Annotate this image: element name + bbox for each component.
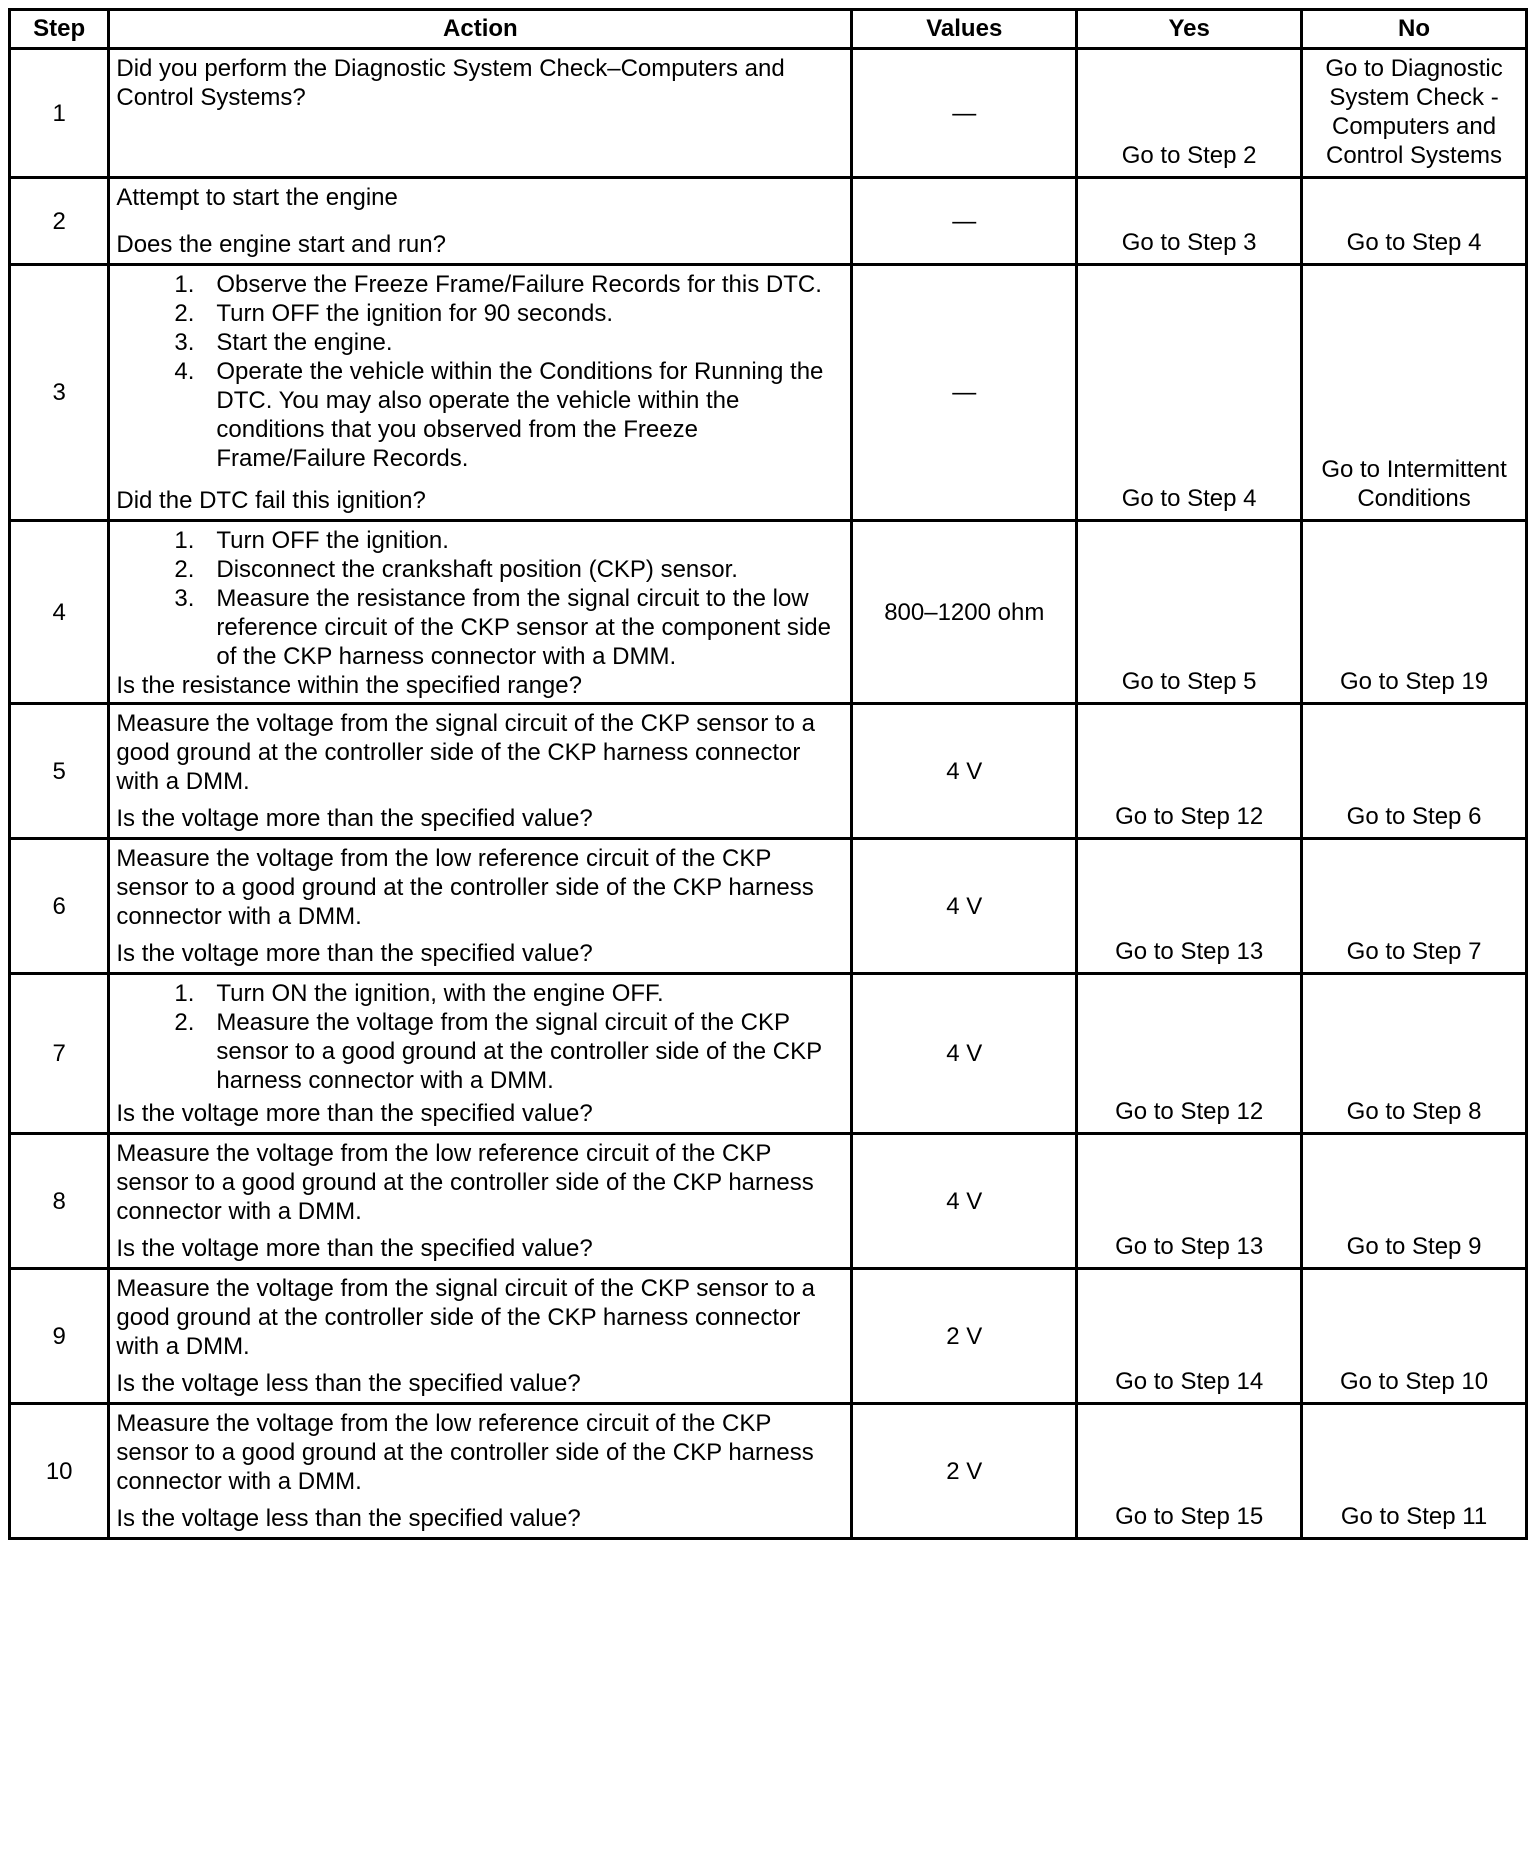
value-cell: — [853, 50, 1075, 176]
step-number: 1 [11, 50, 107, 176]
action-question: Is the voltage more than the specified value? [116, 1100, 593, 1127]
yes-link[interactable]: Go to Step 2 [1078, 50, 1300, 176]
yes-link[interactable]: Go to Step 12 [1078, 705, 1300, 837]
action-text: Did you perform the Diagnostic System Check–Computers and Control Systems? [116, 55, 792, 111]
list-item-number: 3. [174, 329, 195, 356]
yes-link[interactable]: Go to Step 5 [1078, 522, 1300, 702]
list-item [116, 270, 844, 299]
action-steps-list [116, 526, 844, 671]
value-cell: 4 V [853, 705, 1075, 837]
list-item-number: 1. [174, 527, 195, 554]
no-link[interactable]: Go to Step 7 [1303, 840, 1525, 972]
no-link[interactable]: Go to Step 8 [1303, 975, 1525, 1132]
diagnostic-table-container [8, 8, 1528, 1540]
list-item [116, 299, 844, 328]
action-question: Does the engine start and run? [116, 231, 446, 258]
action-cell [110, 705, 850, 837]
step-number: 5 [11, 705, 107, 837]
table-row [11, 522, 1525, 702]
header-yes: Yes [1078, 11, 1300, 47]
step-number: 3 [11, 266, 107, 519]
table-row [11, 1405, 1525, 1537]
table-row [11, 840, 1525, 972]
action-steps-list [116, 979, 844, 1095]
value-cell: — [853, 179, 1075, 263]
action-cell [110, 975, 850, 1132]
action-steps-list [116, 270, 844, 473]
value-cell: 4 V [853, 1135, 1075, 1267]
no-link[interactable]: Go to Step 19 [1303, 522, 1525, 702]
list-item-text: Measure the resistance from the signal circuit to the low reference circuit of the CKP sensor at the component side of the CKP harness connector with a DMM. [216, 585, 831, 670]
list-item [116, 526, 844, 555]
action-cell [110, 840, 850, 972]
no-link[interactable]: Go to Step 6 [1303, 705, 1525, 837]
list-item-number: 2. [174, 556, 195, 583]
action-cell [110, 1405, 850, 1537]
action-cell [110, 1270, 850, 1402]
yes-link[interactable]: Go to Step 13 [1078, 1135, 1300, 1267]
action-cell [110, 50, 850, 176]
action-question: Is the voltage more than the specified value? [116, 1235, 593, 1262]
header-no: No [1303, 11, 1525, 47]
list-item-number: 1. [174, 980, 195, 1007]
list-item-text: Turn OFF the ignition. [216, 527, 449, 554]
list-item [116, 979, 844, 1008]
list-item [116, 584, 844, 671]
yes-link[interactable]: Go to Step 4 [1078, 266, 1300, 519]
list-item-number: 1. [174, 271, 195, 298]
list-item-text: Turn ON the ignition, with the engine OFF. [216, 980, 664, 1007]
action-text: Attempt to start the engine [116, 184, 398, 211]
action-text: Measure the voltage from the low reference circuit of the CKP sensor to a good ground at the controller side of the CKP harness connector with a DMM. [116, 845, 821, 930]
table-body [11, 50, 1525, 1537]
yes-link[interactable]: Go to Step 12 [1078, 975, 1300, 1132]
step-number: 2 [11, 179, 107, 263]
step-number: 8 [11, 1135, 107, 1267]
list-item-text: Operate the vehicle within the Conditions for Running the DTC. You may also operate the vehicle within the conditions that you observed from the Freeze Frame/Failure Records. [216, 358, 824, 472]
action-question: Is the voltage more than the specified value? [116, 940, 593, 967]
table-row [11, 266, 1525, 519]
list-item-number: 4. [174, 358, 195, 385]
yes-link[interactable]: Go to Step 13 [1078, 840, 1300, 972]
list-item-text: Observe the Freeze Frame/Failure Records for this DTC. [216, 271, 822, 298]
value-cell: — [853, 266, 1075, 519]
no-link[interactable]: Go to Intermittent Conditions [1303, 266, 1525, 519]
header-action: Action [110, 11, 850, 47]
action-text: Measure the voltage from the low reference circuit of the CKP sensor to a good ground at the controller side of the CKP harness connector with a DMM. [116, 1410, 821, 1495]
value-cell: 800–1200 ohm [853, 522, 1075, 702]
step-number: 9 [11, 1270, 107, 1402]
list-item-text: Start the engine. [216, 329, 393, 356]
table-row [11, 705, 1525, 837]
step-number: 6 [11, 840, 107, 972]
table-row [11, 50, 1525, 176]
value-cell: 4 V [853, 975, 1075, 1132]
table-header-row [11, 11, 1525, 47]
no-link[interactable]: Go to Step 11 [1303, 1405, 1525, 1537]
action-question: Is the voltage more than the specified value? [116, 805, 593, 832]
list-item-text: Measure the voltage from the signal circuit of the CKP sensor to a good ground at the controller side of the CKP harness connector with a DMM. [216, 1009, 822, 1094]
action-question: Is the resistance within the specified range? [116, 672, 582, 699]
value-cell: 2 V [853, 1270, 1075, 1402]
no-link[interactable]: Go to Step 4 [1303, 179, 1525, 263]
action-text: Measure the voltage from the signal circuit of the CKP sensor to a good ground at the controller side of the CKP harness connector with a DMM. [116, 710, 822, 795]
step-number: 10 [11, 1405, 107, 1537]
action-cell [110, 266, 850, 519]
yes-link[interactable]: Go to Step 15 [1078, 1405, 1300, 1537]
list-item [116, 555, 844, 584]
list-item [116, 357, 844, 473]
action-text: Measure the voltage from the low reference circuit of the CKP sensor to a good ground at the controller side of the CKP harness connector with a DMM. [116, 1140, 821, 1225]
action-cell [110, 1135, 850, 1267]
no-link[interactable]: Go to Step 10 [1303, 1270, 1525, 1402]
diagnostic-table [8, 8, 1528, 1540]
yes-link[interactable]: Go to Step 3 [1078, 179, 1300, 263]
action-question: Is the voltage less than the specified value? [116, 1505, 581, 1532]
no-link[interactable]: Go to Step 9 [1303, 1135, 1525, 1267]
action-cell [110, 179, 850, 263]
list-item-number: 2. [174, 1009, 195, 1036]
list-item-text: Turn OFF the ignition for 90 seconds. [216, 300, 614, 327]
list-item-number: 2. [174, 300, 195, 327]
table-row [11, 975, 1525, 1132]
list-item [116, 328, 844, 357]
yes-link[interactable]: Go to Step 14 [1078, 1270, 1300, 1402]
list-item [116, 1008, 844, 1095]
action-text: Measure the voltage from the signal circuit of the CKP sensor to a good ground at the controller side of the CKP harness connector with a DMM. [116, 1275, 822, 1360]
header-values: Values [853, 11, 1075, 47]
action-question: Did the DTC fail this ignition? [116, 487, 426, 514]
step-number: 7 [11, 975, 107, 1132]
table-row [11, 1135, 1525, 1267]
header-step: Step [11, 11, 107, 47]
action-cell [110, 522, 850, 702]
step-number: 4 [11, 522, 107, 702]
no-link[interactable]: Go to Diagnostic System Check - Computers and Control Systems [1303, 50, 1525, 176]
table-row [11, 1270, 1525, 1402]
value-cell: 2 V [853, 1405, 1075, 1537]
list-item-number: 3. [174, 585, 195, 612]
table-row [11, 179, 1525, 263]
list-item-text: Disconnect the crankshaft position (CKP) sensor. [216, 556, 738, 583]
value-cell: 4 V [853, 840, 1075, 972]
action-question: Is the voltage less than the specified value? [116, 1370, 581, 1397]
